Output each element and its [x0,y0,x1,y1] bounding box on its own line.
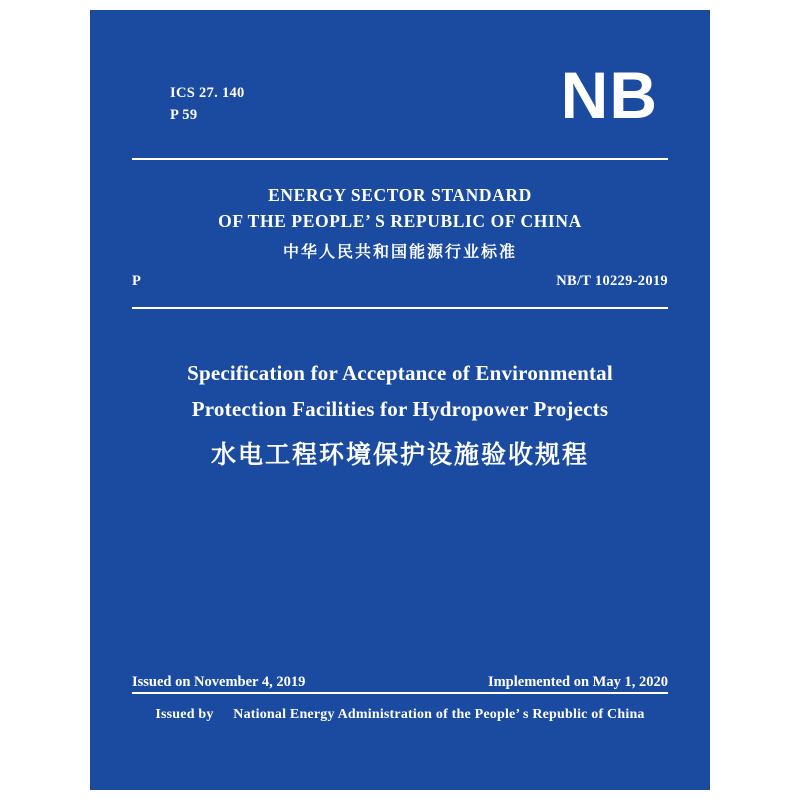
title-en-line2: Protection Facilities for Hydropower Projects [191,397,609,421]
issued-by-value: National Energy Administration of the People’ s Republic of China [233,707,645,722]
standard-title [130,355,670,477]
dates-row [132,674,668,691]
divider-bottom [132,692,668,694]
issuer-row [90,707,710,723]
title-cn: 水电工程环境保护设施验收规程 [210,440,589,469]
divider-top [132,158,668,160]
org-name-en-line2: OF THE PEOPLE’ S REPUBLIC OF CHINA [218,211,582,231]
issued-date: Issued on November 4, 2019 [132,674,306,690]
code-row [132,273,668,290]
divider-middle [132,307,668,309]
ics-block [170,82,245,126]
issuing-organization [90,182,710,268]
nb-logo: NB [560,58,658,132]
ics-code: ICS 27. 140 [170,85,245,101]
implemented-date: Implemented on May 1, 2020 [487,674,668,690]
issued-by-label: Issued by [155,707,214,722]
category-letter: P [132,273,142,289]
org-name-cn: 中华人民共和国能源行业标准 [282,244,517,261]
org-name-en-line1: ENERGY SECTOR STANDARD [268,185,532,205]
classification-code: P 59 [170,107,198,123]
standard-cover [90,10,710,790]
standard-number: NB/T 10229-2019 [556,273,668,289]
title-en-line1: Specification for Acceptance of Environmental [187,361,613,385]
